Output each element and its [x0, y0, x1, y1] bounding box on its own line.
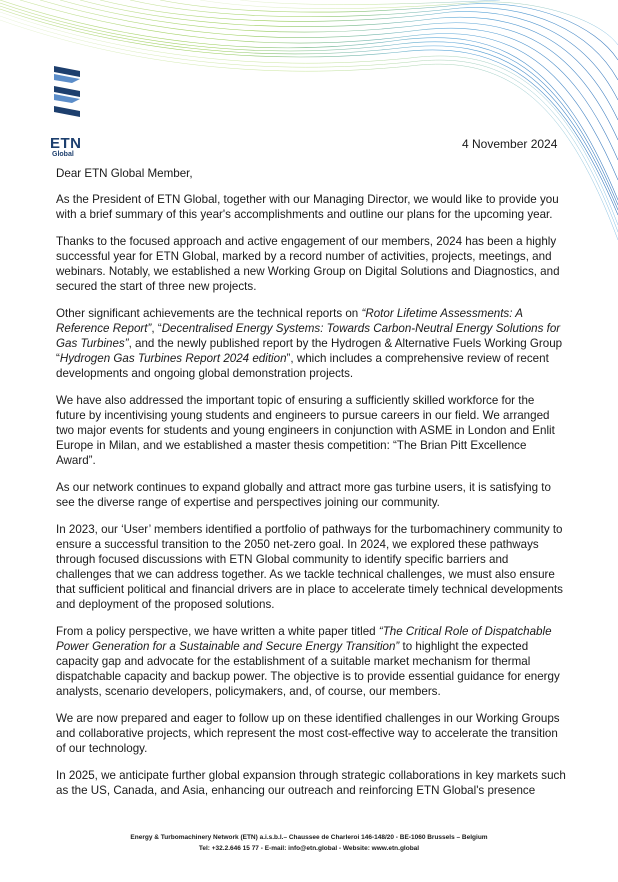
- paragraph-intro: As the President of ETN Global, together with our Managing Director, we would like to provide you with a brief summary of this year's accomplishments and outline our plans for the upcoming year.: [56, 193, 559, 221]
- text-segment: Other significant achievements are the technical reports on: [56, 307, 362, 320]
- report-title-rotor: “Rotor Lifetime Assessments: A Reference Report”: [56, 307, 523, 335]
- paragraph-2025-outlook: In 2025, we anticipate further global expansion through strategic collaborations in key markets such as the US, Canada, and Asia, enhancing our outreach and reinforcing ETN Global's presence: [56, 769, 566, 797]
- report-title-hydrogen: Hydrogen Gas Turbines Report 2024 edition: [59, 352, 287, 365]
- etn-logo-mark-icon: [50, 62, 86, 122]
- footer-contact: Tel: +32.2.646 15 77 - E-mail: info@etn.global - Website: www.etn.global: [198, 845, 420, 852]
- etn-logo: [50, 62, 94, 158]
- text-segment: to highlight the expected capacity gap and advocate for the establishment of a suitable market mechanism for thermal dispatchable capacity and backup power. The objective is to provide essential guidance for energy analysts, scenario developers, policymakers, and, of course, our members.: [56, 640, 560, 698]
- letter-date: 4 November 2024: [462, 137, 558, 151]
- text-segment: , and the newly published report by the Hydrogen & Alternative Fuels Working Group “: [56, 337, 563, 365]
- text-segment: From a policy perspective, we have written a white paper titled: [56, 625, 379, 638]
- footer-address: Energy & Turbomachinery Network (ETN) a.i.s.b.l.– Chaussee de Charleroi 146-148/20 - BE-1060 Brussels – Belgium: [130, 834, 488, 841]
- paragraph-2024-success: Thanks to the focused approach and active engagement of our members, 2024 has been a highly successful year for ETN Global, marked by a record number of activities, projects, meetings, and webinars. Notably, we established a new Working Group on Digital Solutions and Diagnostics, and secured the start of three new projects.: [56, 235, 560, 293]
- letter-body: [56, 166, 566, 810]
- paragraph-policy: [56, 624, 566, 699]
- paragraph-technical-reports: [56, 306, 566, 381]
- salutation: Dear ETN Global Member,: [56, 167, 193, 180]
- logo-subtitle: Global: [52, 151, 74, 158]
- text-segment: , “: [151, 322, 162, 335]
- paragraph-network: As our network continues to expand globally and attract more gas turbine users, it is satisfying to see the diverse range of expertise and perspectives joining our community.: [56, 481, 551, 509]
- report-title-decentralised: Decentralised Energy Systems: Towards Carbon-Neutral Energy Solutions for Gas Turbines”: [56, 322, 561, 350]
- paragraph-pathways: In 2023, our ‘User’ members identified a portfolio of pathways for the turbomachinery community to ensure a successful transition to the 2050 net-zero goal. In 2024, we explored these pathways through focused discussions with ETN Global community to identify specific barriers and challenges that we can address together. As we tackle technical challenges, we must also ensure that sufficient political and financial drivers are in place to accelerate timely technical developments and deployment of the proposed solutions.: [56, 523, 563, 611]
- paragraph-workforce: We have also addressed the important topic of ensuring a sufficiently skilled workforce for the future by incentivising young students and engineers to pursue careers in our field. We arranged two major events for students and young engineers in conjunction with ASME in London and Enlit Europe in Milan, and we established a master thesis competition: “The Brian Pitt Excellence Award”.: [56, 394, 555, 467]
- logo-wordmark: ETN: [50, 135, 82, 152]
- white-paper-title: “The Critical Role of Dispatchable Power Generation for a Sustainable and Secure Energy Transition”: [56, 625, 552, 653]
- paragraph-working-groups: We are now prepared and eager to follow up on these identified challenges in our Working Groups and collaborative projects, which represent the most cost-effective way to accelerate the transition of our technology.: [56, 712, 560, 755]
- text-segment: ”, which includes a comprehensive review of recent developments and ongoing global demonstration projects.: [56, 352, 549, 380]
